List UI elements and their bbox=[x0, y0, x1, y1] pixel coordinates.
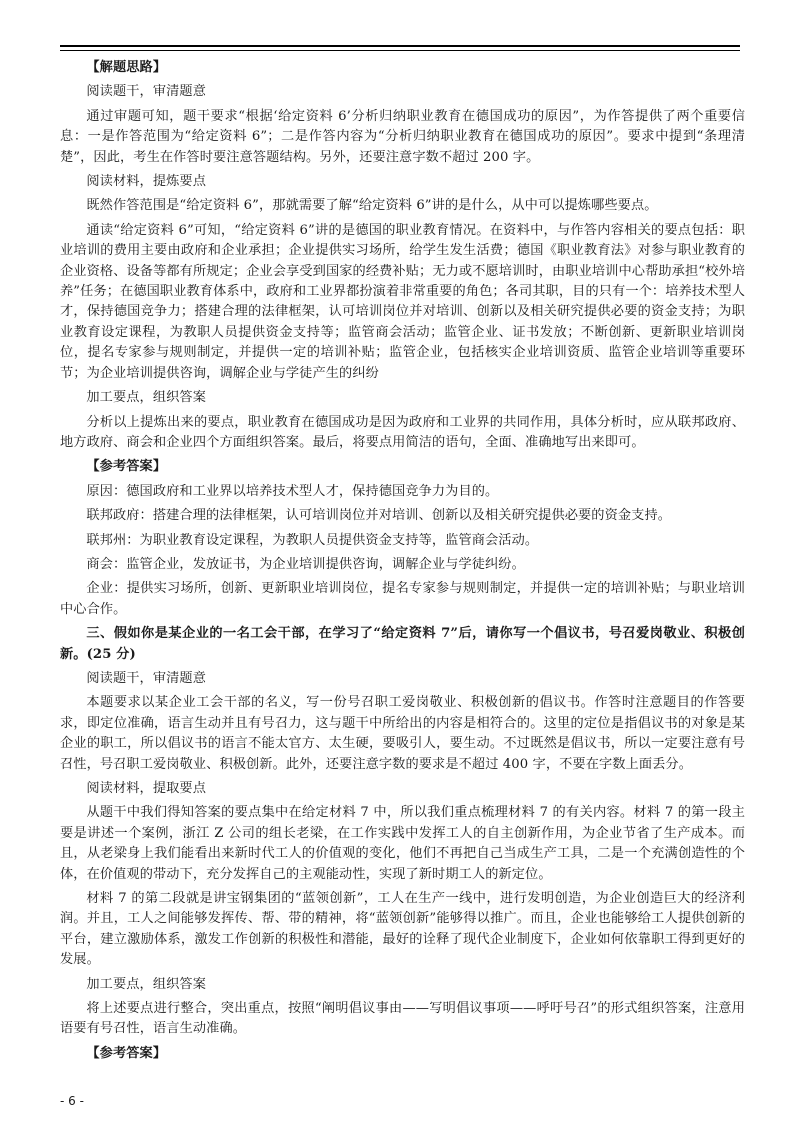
paragraph: 既然作答范围是“给定资料 6”，那就需要了解“给定资料 6”讲的是什么，从中可以提炼哪些要点。 bbox=[86, 198, 658, 214]
paragraph: 通读“给定资料 6”可知，“给定资料 6”讲的是德国的职业教育情况。在资料中，与作答内容相关的要点包括：职业培训的费用主要由政府和企业承担；企业提供实习场所，给学生发生活费；德国《职业教育法》对参与职业教育的企业资格、设备等都有所规定；企业会享受到国家的经费补贴；无力或不愿培训时，由职业培训中心帮助承担“校外培养”任务；在德国职业教育体系中，政府和工业界都扮演着非常重要的角色；各司其职，目的只有一个：培养技术型人才，保持德国竞争力；搭建合理的法律框架，认可培训岗位并对培训、创新以及相关研究提供必要的资金支持；为职业教育设定课程，为教职人员提供资金支持等；监管商会活动；监管企业、证书发放；不断创新、更新职业培训岗位，提名专家参与规则制定，并提供一定的培训补贴；监管企业，包括核实企业培训资质、监管企业培训等重要环节；为企业培训提供咨询，调解企业与学徒产生的纠纷 bbox=[60, 222, 745, 381]
answer-line: 原因：德国政府和工业界以培养技术型人才，保持德国竞争力为目的。 bbox=[86, 483, 499, 499]
section-heading-solution-approach: 【解题思路】 bbox=[86, 60, 167, 75]
header-rule-thick bbox=[60, 45, 740, 47]
paragraph: 从题干中我们得知答案的要点集中在给定材料 7 中，所以我们重点梳理材料 7 的有关内容。材料 7 的第一段主要是讲述一个案例，浙江 Z 公司的组长老梁，在工作实践中发挥工人的自主创新作用，为企业节省了生产成本。而且，从老梁身上我们能看出来新时代工人的价值观的变化，他们不再把自己当成生产工具，二是一个充满创造性的个体，在价值观的带动下，充分发挥自己的主观能动性，实现了新时期工人的新定位。 bbox=[60, 805, 745, 882]
subheading: 阅读题干，审清题意 bbox=[86, 84, 206, 100]
answer-line: 商会：监管企业，发放证书，为企业培训提供咨询，调解企业与学徒纠纷。 bbox=[86, 556, 525, 572]
answer-line: 联邦政府：搭建合理的法律框架，认可培训岗位并对培训、创新以及相关研究提供必要的资金支持。 bbox=[86, 508, 672, 524]
subheading: 加工要点，组织答案 bbox=[86, 390, 206, 406]
subheading: 阅读材料，提炼要点 bbox=[86, 174, 206, 190]
paragraph: 分析以上提炼出来的要点，职业教育在德国成功是因为政府和工业界的共同作用，具体分析时，应从联邦政府、地方政府、商会和企业四个方面组织答案。最后，将要点用简洁的语句，全面、准确地写出来即可。 bbox=[60, 414, 745, 450]
subheading: 阅读材料，提取要点 bbox=[86, 781, 206, 796]
header-rule-thin bbox=[60, 50, 740, 51]
section-heading-reference-answer: 【参考答案】 bbox=[86, 1045, 167, 1061]
answer-line: 企业：提供实习场所，创新、更新职业培训岗位，提名专家参与规则制定，并提供一定的培训补贴；与职业培训中心合作。 bbox=[60, 581, 745, 617]
paragraph: 本题要求以某企业工会干部的名义，写一份号召职工爱岗敬业、积极创新的倡议书。作答时注意题目的作答要求，即定位准确，语言生动并且有号召力，这与题干中所给出的内容是相符合的。这里的定位是指倡议书的对象是某企业的职工，所以倡议书的语言不能太官方、太生硬，要吸引人，要生动。不过既然是倡议书，所以一定要注意有号召性，号召职工爱岗敬业、积极创新。此外，还要注意字数的要求是不超过 400 字，不要在字数上面丢分。 bbox=[60, 695, 745, 772]
subheading: 加工要点，组织答案 bbox=[86, 976, 206, 992]
subheading: 阅读题干，审清题意 bbox=[86, 670, 206, 686]
section-heading-reference-answer: 【参考答案】 bbox=[86, 459, 167, 475]
page-number: - 6 - bbox=[60, 1094, 84, 1108]
paragraph: 材料 7 的第二段就是讲宝钢集团的“蓝领创新”，工人在生产一线中，进行发明创造，为企业创造巨大的经济利润。并且，工人之间能够发挥传、帮、带的精神，将“蓝领创新”能够得以推广。而且，企业也能够给工人提供创新的平台，建立激励体系，激发工作创新的积极性和潜能，最好的诠释了现代企业制度下，企业如何依靠职工得到更好的发展。 bbox=[60, 891, 745, 968]
answer-line: 联邦州：为职业教育设定课程，为教职人员提供资金支持等，监管商会活动。 bbox=[86, 532, 539, 548]
document-body bbox=[60, 58, 745, 1068]
question-three: 三、假如你是某企业的一名工会干部，在学习了“给定资料 7”后，请你写一个倡议书，号召爱岗敬业、积极创新。(25 分) bbox=[60, 626, 745, 662]
paragraph: 通过审题可知，题干要求“根据‘给定资料 6’分析归纳职业教育在德国成功的原因”，为作答提供了两个重要信息：一是作答范围为“给定资料 6”；二是作答内容为“分析归纳职业教育在德国成功的原因”。要求中提到“条理清楚”，因此，考生在作答时要注意答题结构。另外，还要注意字数不超过 200 字。 bbox=[60, 108, 745, 165]
paragraph: 将上述要点进行整合，突出重点，按照“阐明倡议事由——写明倡议事项——呼吁号召”的形式组织答案，注意用语要有号召性，语言生动准确。 bbox=[60, 1001, 745, 1037]
